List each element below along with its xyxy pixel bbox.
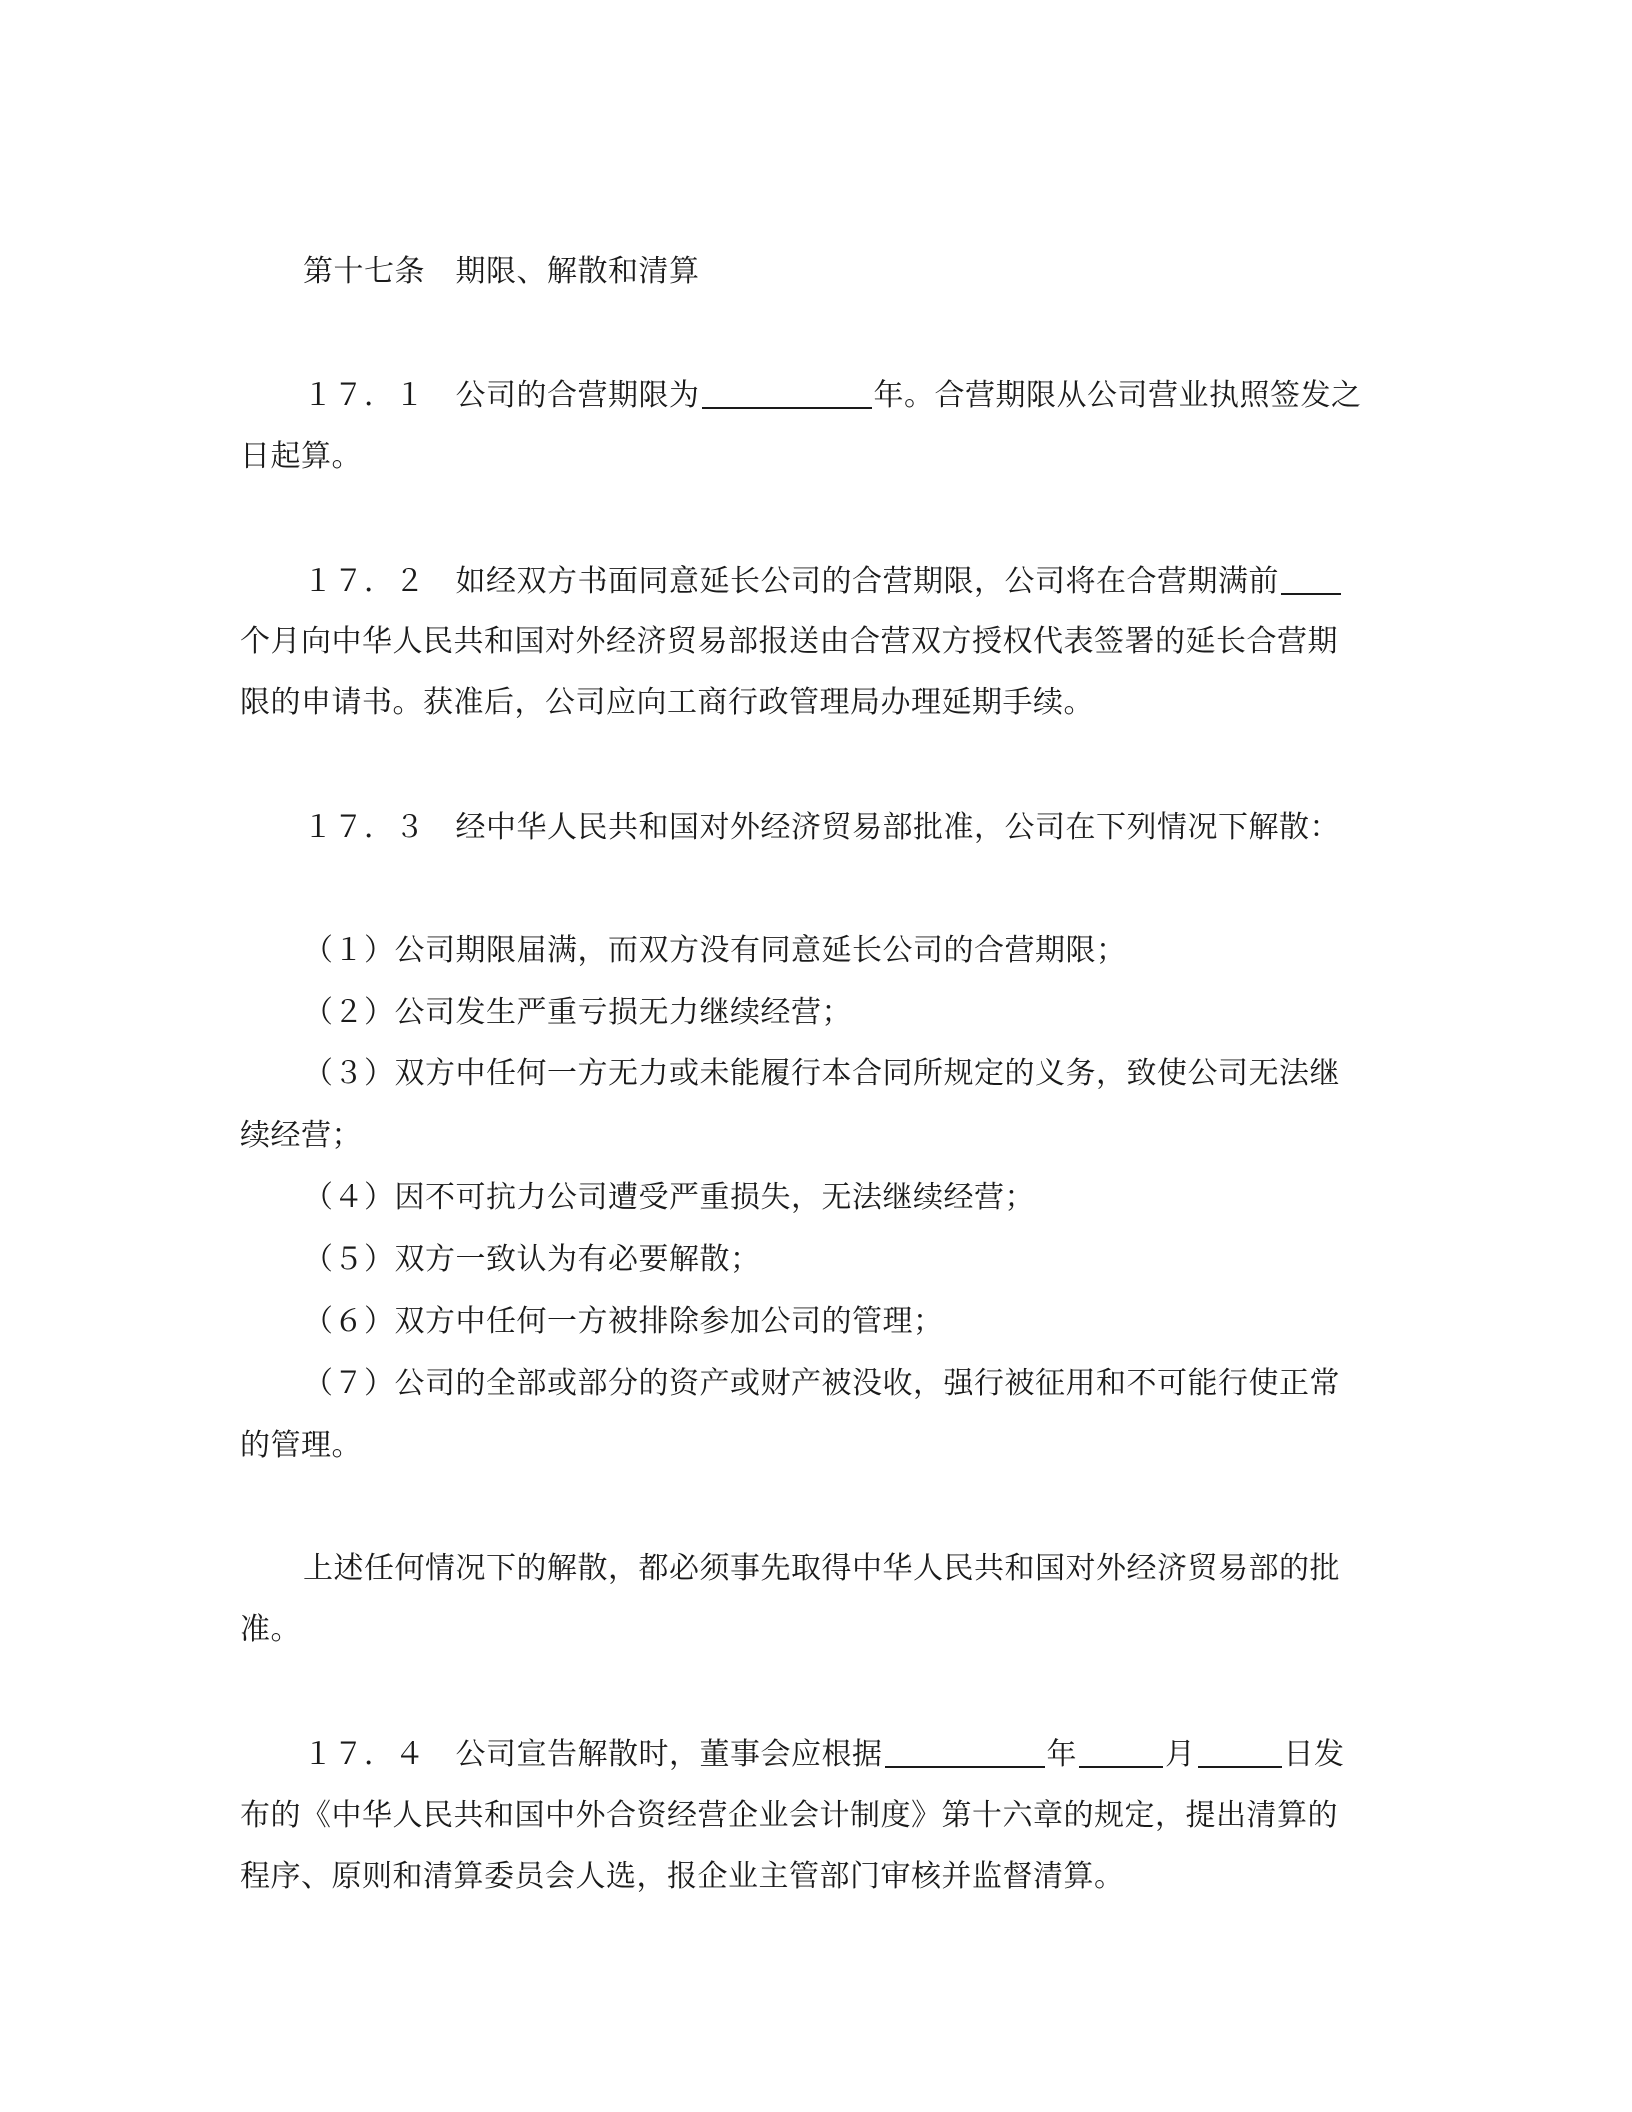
list-item-6: （６）双方中任何一方被排除参加公司的管理； xyxy=(303,1304,944,1339)
clause-17-1-line-2: 日起算。 xyxy=(240,439,362,474)
list-item-3-line-2: 续经营； xyxy=(240,1118,362,1153)
article-heading: 第十七条 期限、解散和清算 xyxy=(303,254,700,289)
clause-17-3-line-1: １７．３ 经中华人民共和国对外经济贸易部批准，公司在下列情况下解散： xyxy=(303,810,1340,845)
month-blank xyxy=(1079,1736,1163,1768)
clause-17-1-line-1 xyxy=(303,376,1380,416)
list-item-5: （５）双方一致认为有必要解散； xyxy=(303,1242,761,1277)
list-item-4: （４）因不可抗力公司遭受严重损失，无法继续经营； xyxy=(303,1180,1035,1215)
clause-17-2-line-3: 限的申请书。获准后，公司应向工商行政管理局办理延期手续。 xyxy=(240,685,1094,720)
clause-17-1-text-b: 年。合营期限从公司营业执照签发之 xyxy=(873,378,1362,413)
list-item-3-line-1: （３）双方中任何一方无力或未能履行本合同所规定的义务，致使公司无法继 xyxy=(303,1056,1340,1091)
term-years-blank xyxy=(702,377,872,409)
month-label: 月 xyxy=(1165,1737,1196,1772)
list-item-2: （２）公司发生严重亏损无力继续经营； xyxy=(303,995,852,1030)
clause-17-4-line-3: 程序、原则和清算委员会人选，报企业主管部门审核并监督清算。 xyxy=(240,1859,1125,1894)
clause-17-2-line-1 xyxy=(303,562,1380,602)
months-blank xyxy=(1281,563,1341,595)
approval-line-1: 上述任何情况下的解散，都必须事先取得中华人民共和国对外经济贸易部的批 xyxy=(303,1551,1340,1586)
clause-17-4-line-2: 布的《中华人民共和国中外合资经营企业会计制度》第十六章的规定，提出清算的 xyxy=(240,1798,1338,1833)
clause-17-2-line-2: 个月向中华人民共和国对外经济贸易部报送由合营双方授权代表签署的延长合营期 xyxy=(240,624,1338,659)
year-label: 年 xyxy=(1046,1737,1077,1772)
list-item-7-line-1: （７）公司的全部或部分的资产或财产被没收，强行被征用和不可能行使正常 xyxy=(303,1366,1340,1401)
list-item-7-line-2: 的管理。 xyxy=(240,1428,362,1463)
clause-17-1-text-a: １７．１ 公司的合营期限为 xyxy=(303,378,700,413)
day-blank xyxy=(1198,1736,1282,1768)
clause-17-4-line-1 xyxy=(303,1735,1380,1775)
list-item-1: （１）公司期限届满，而双方没有同意延长公司的合营期限； xyxy=(303,933,1127,968)
clause-17-4-text-a: １７．４ 公司宣告解散时，董事会应根据 xyxy=(303,1737,883,1772)
approval-line-2: 准。 xyxy=(240,1612,301,1647)
day-label: 日发 xyxy=(1283,1737,1345,1772)
year-blank xyxy=(885,1736,1045,1768)
clause-17-2-text: １７．２ 如经双方书面同意延长公司的合营期限，公司将在合营期满前 xyxy=(303,564,1279,599)
